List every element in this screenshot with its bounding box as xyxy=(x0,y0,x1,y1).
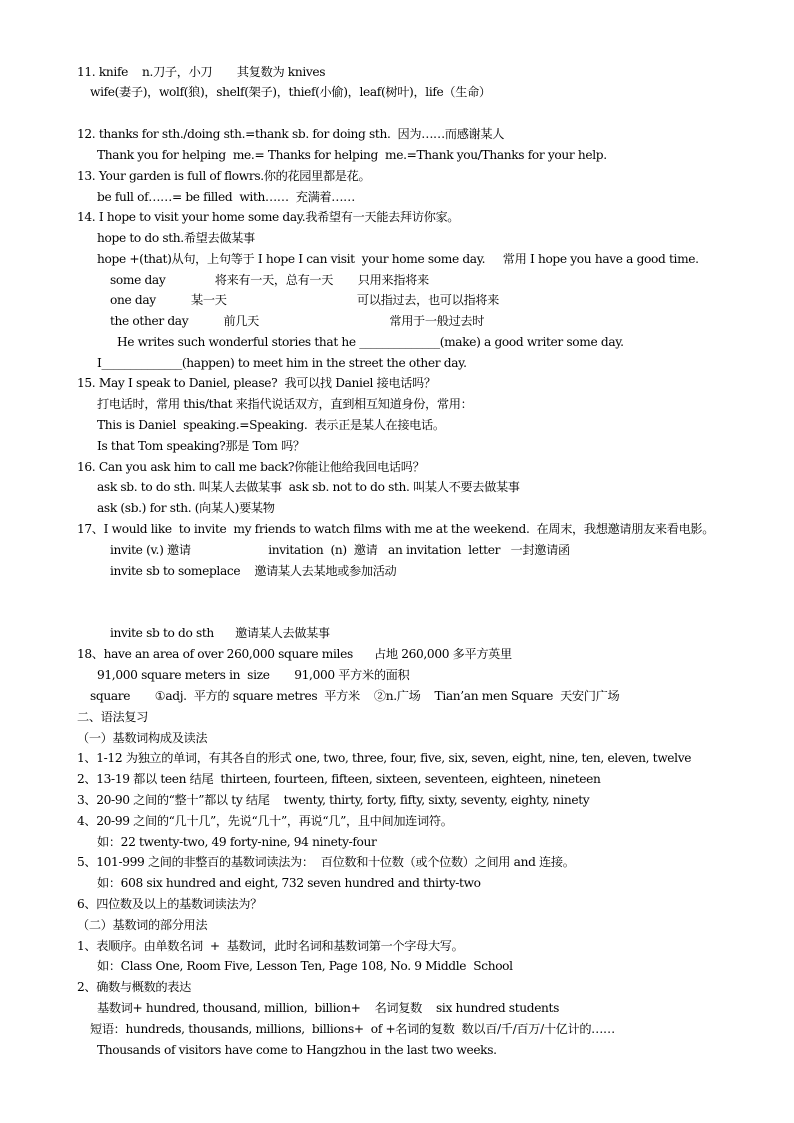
item-16-ask-sb: ask sb. to do sth. 叫某人去做某事 ask sb. not to do sth. 叫某人不要去做某事 xyxy=(97,480,520,494)
rule-101-999: 5、101-999 之间的非整百的基数词读法为： 百位数和十位数（或个位数）之间用 and 连接。 xyxy=(77,855,575,869)
rule-13-19: 2、13-19 都以 teen 结尾 thirteen, fourteen, fifteen, sixteen, seventeen, eighteen, nineteen xyxy=(77,772,601,786)
usage-order: 1、表顺序。由单数名词 + 基数词，此时名词和基数词第一个字母大写。 xyxy=(77,939,464,953)
item-14-hope: 14. I hope to visit your home some day.我希望有一天能去拜访你家。 xyxy=(77,210,460,224)
item-12-example: Thank you for helping me.= Thanks for helping me.=Thank you/Thanks for your help. xyxy=(97,148,607,162)
item-15-this-is: This is Daniel speaking.=Speaking. 表示正是某人在接电话。 xyxy=(97,418,445,432)
rule-1-12: 1、1-12 为独立的单词，有其各自的形式 one, two, three, four, five, six, seven, eight, nine, ten, eleven, twelve xyxy=(77,751,692,765)
item-17-invite-place: invite sb to someplace 邀请某人去某地或参加活动 xyxy=(110,564,397,578)
item-14-hope-to-do: hope to do sth.希望去做某事 xyxy=(97,231,255,245)
usage-exact: 基数词+ hundred, thousand, million, billion+ 名词复数 six hundred students xyxy=(97,1001,560,1015)
item-15-may-i-speak: 15. May I speak to Daniel, please? 我可以找 Daniel 接电话吗？ xyxy=(77,376,436,390)
item-18-square: square ①adj. 平方的 square metres 平方米 ②n.广场 Tian’an men Square 天安门广场 xyxy=(90,689,620,703)
item-18-square-meters: 91,000 square meters in size 91,000 平方米的面积 xyxy=(97,668,410,682)
item-16-ask-for: ask (sb.) for sth. (向某人)要某物 xyxy=(97,501,275,515)
usage-exact-approx: 2、确数与概数的表达 xyxy=(77,980,191,994)
item-13-be-full-of: be full of……= be filled with…… 充满着…… xyxy=(97,190,355,204)
item-15-phone-rule: 打电话时，常用 this/that 来指代说话双方，直到相互知道身份，常用： xyxy=(97,397,473,411)
section-grammar-review: 二、语法复习 xyxy=(77,710,149,724)
subsection-cardinal-form: （一）基数词构成及读法 xyxy=(77,731,208,745)
rule-four-digits: 6、四位数及以上的基数词读法为？ xyxy=(77,897,262,911)
item-13-garden: 13. Your garden is full of flowrs.你的花园里都是花。 xyxy=(77,169,371,183)
item-12-thanks: 12. thanks for sth./doing sth.=thank sb. for doing sth. 因为……而感谢某人 xyxy=(77,127,505,141)
item-14-some-day: some day 将来有一天，总有一天 只用来指将来 xyxy=(110,273,429,287)
item-11-examples: wife(妻子)，wolf(狼)，shelf(架子)，thief(小偷)，leaf(树叶)，life（生命） xyxy=(90,85,491,99)
usage-approx-example: Thousands of visitors have come to Hangzhou in the last two weeks. xyxy=(97,1043,497,1057)
rule-101-999-example: 如：608 six hundred and eight, 732 seven hundred and thirty-two xyxy=(97,876,481,890)
item-17-invite: 17、I would like to invite my friends to watch films with me at the weekend. 在周末，我想邀请朋友来看电影。 xyxy=(77,522,715,536)
rule-20-90: 3、20-90 之间的“整十”都以 ty 结尾 twenty, thirty, forty, fifty, sixty, seventy, eighty, ninety xyxy=(77,793,590,807)
item-15-is-that: Is that Tom speaking?那是 Tom 吗？ xyxy=(97,439,305,453)
item-16-call-back: 16. Can you ask him to call me back?你能让他给我回电话吗？ xyxy=(77,460,425,474)
usage-order-example: 如：Class One, Room Five, Lesson Ten, Page 108, No. 9 Middle School xyxy=(97,959,513,973)
item-14-exercise-1: He writes such wonderful stories that he ______________(make) a good writer some day. xyxy=(117,335,624,349)
item-14-hope-that: hope +(that)从句，上句等于 I hope I can visit your home some day. 常用 I hope you have a good time. xyxy=(97,252,699,266)
item-14-exercise-2: I______________(happen) to meet him in the street the other day. xyxy=(97,356,467,370)
item-14-one-day: one day 某一天 可以指过去，也可以指将来 xyxy=(110,293,499,307)
rule-20-99-example: 如：22 twenty-two, 49 forty-nine, 94 ninety-four xyxy=(97,835,377,849)
item-18-area: 18、have an area of over 260,000 square miles 占地 260,000 多平方英里 xyxy=(77,647,512,661)
rule-20-99: 4、20-99 之间的“几十几”，先说“几十”，再说“几”，且中间加连词符。 xyxy=(77,814,453,828)
item-17-invite-v: invite (v.) 邀请 invitation (n) 邀请 an invitation letter 一封邀请函 xyxy=(110,543,570,557)
usage-approx-phrase: 短语：hundreds, thousands, millions, billions+ of +名词的复数 数以百/千/百万/十亿计的…… xyxy=(90,1022,615,1036)
item-14-the-other-day: the other day 前几天 常用于一般过去时 xyxy=(110,314,485,328)
item-11-knife: 11. knife n.刀子，小刀 其复数为 knives xyxy=(77,65,326,79)
item-17-invite-do: invite sb to do sth 邀请某人去做某事 xyxy=(110,626,330,640)
subsection-cardinal-usage: （二）基数词的部分用法 xyxy=(77,918,208,932)
